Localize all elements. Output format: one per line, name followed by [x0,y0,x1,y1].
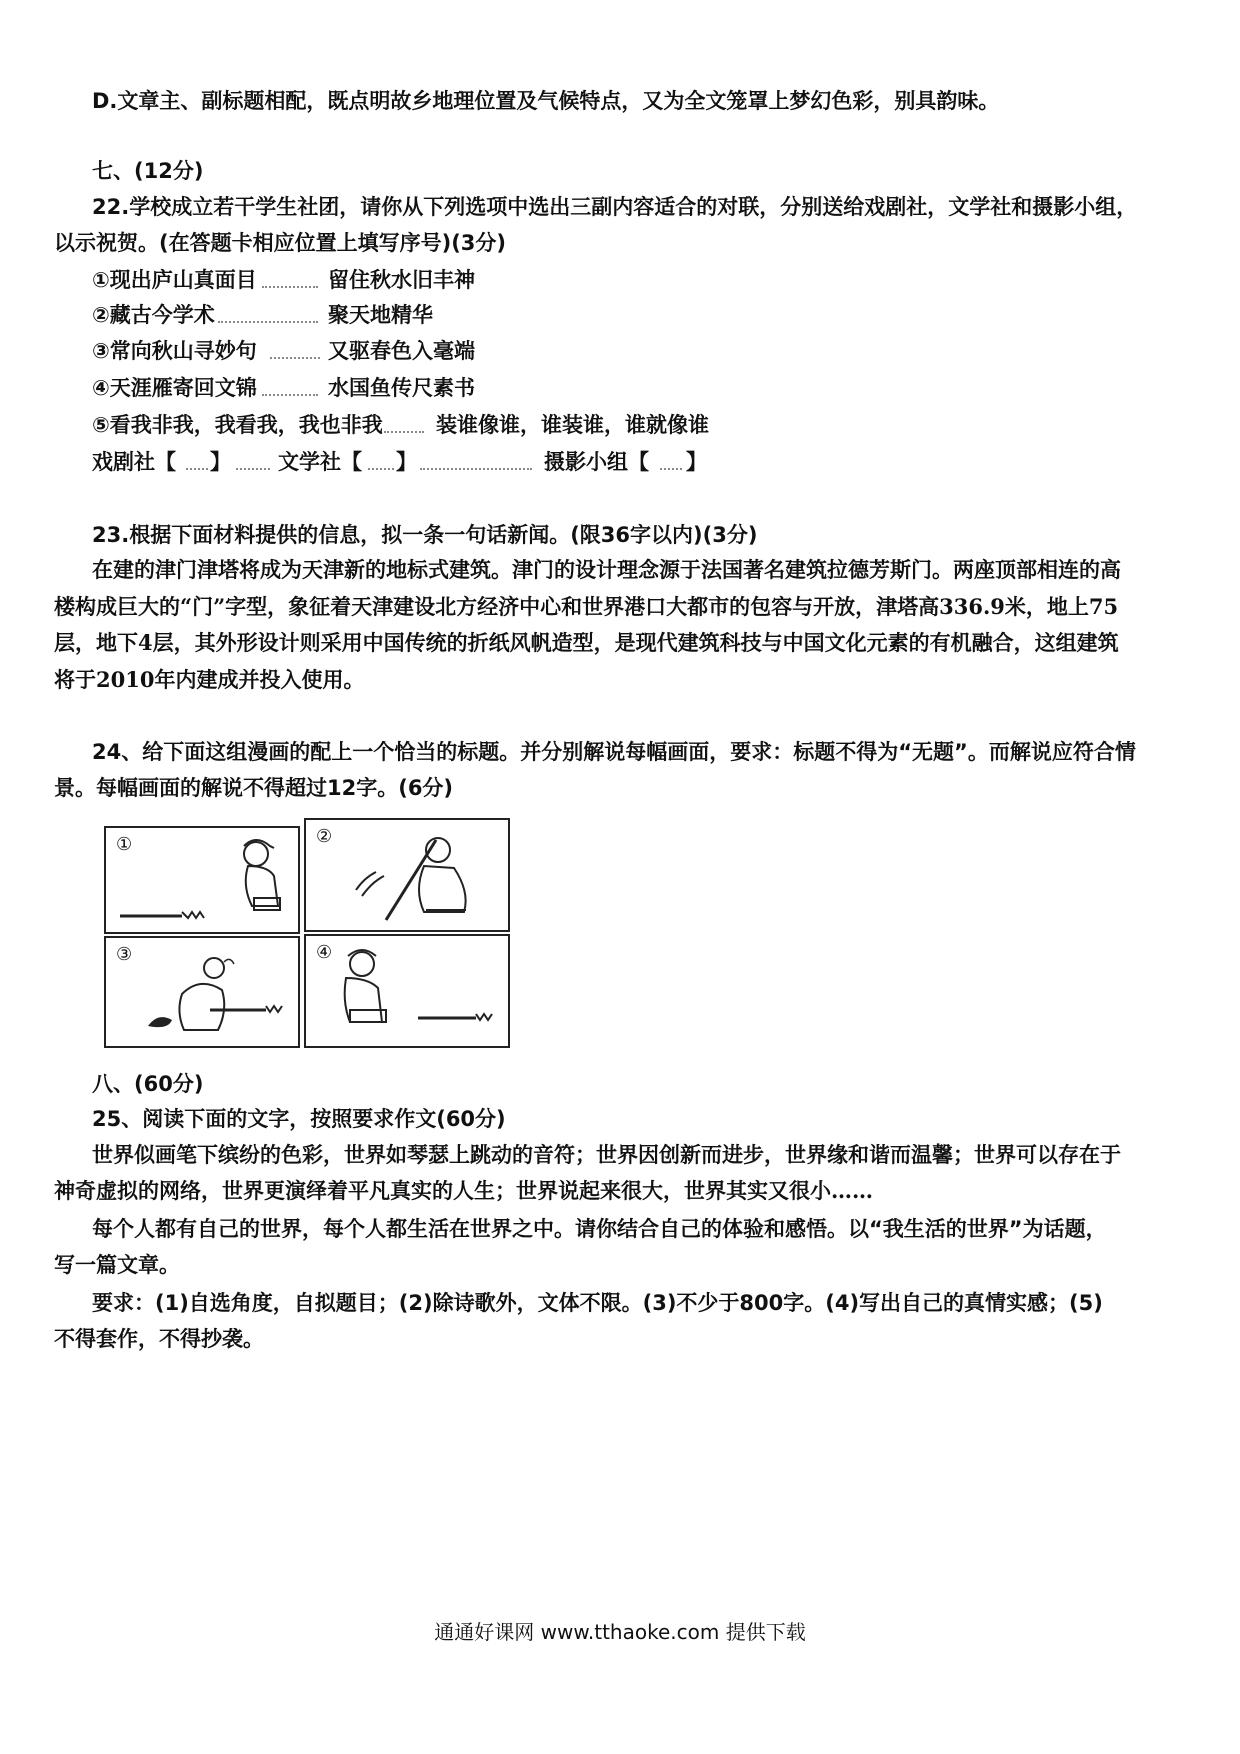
cartoon-panel-4 [304,934,510,1048]
cartoon-drawing [306,936,508,1046]
q23-para-4: 将于2010年内建成并投入使用。 [54,667,365,692]
bracket-close: 】 [686,450,707,474]
panel-number: ③ [116,944,133,965]
couplet-5-left: ⑤看我非我，我看我，我也非我 [92,413,383,437]
q23-title: 23.根据下面材料提供的信息，拟一条一句话新闻。(限36字以内)(3分) [92,523,758,547]
q25-req-1: 要求：(1)自选角度，自拟题目；(2)除诗歌外，文体不限。(3)不少于800字。(4)写出自己的真情实感；(5) [92,1291,1103,1315]
answer-blank-photo[interactable] [660,462,682,470]
panel-number: ④ [316,942,333,963]
answer-blank-drama[interactable] [186,462,208,470]
bracket-close: 】 [396,450,417,474]
answer-lit-label: 文学社【 [278,450,362,474]
couplet-4-left: ④天涯雁寄回文锦 [92,376,257,400]
cartoon-panel-2 [304,818,510,932]
couplet-4-right: 水国鱼传尺素书 [328,376,475,400]
q25-title: 25、阅读下面的文字，按照要求作文(60分) [92,1107,506,1131]
cartoon-drawing [106,828,298,932]
q24-text-1: 24、给下面这组漫画的配上一个恰当的标题。并分别解说每幅画面，要求：标题不得为“无题”。而解说应符合情 [92,740,1136,764]
section-7-heading: 七、(12分) [92,159,204,183]
q23-para-3: 层，地下4层，其外形设计则采用中国传统的折纸风帆造型，是现代建筑科技与中国文化元素的有机融合，这组建筑 [54,630,1119,655]
dot-leader [420,462,532,470]
dot-leader [218,315,318,323]
dot-leader [262,388,318,396]
q22-text-2: 以示祝贺。(在答题卡相应位置上填写序号)(3分) [54,231,507,255]
dot-leader [270,351,320,359]
cartoon-drawing [106,938,298,1046]
section-8-heading: 八、(60分) [92,1072,204,1096]
q25-req-2: 不得套作，不得抄袭。 [54,1327,264,1351]
couplet-2-right: 聚天地精华 [328,303,433,327]
couplet-5-right: 装谁像谁，谁装谁，谁就像谁 [436,413,709,437]
q23-para-2: 楼构成巨大的“门”字型，象征着天津建设北方经济中心和世界港口大都市的包容与开放，津塔高336.9米，地上75 [54,594,1119,619]
answer-drama-label: 戏剧社【 [92,450,176,474]
panel-number: ② [316,826,333,847]
q23-para-1: 在建的津门津塔将成为天津新的地标式建筑。津门的设计理念源于法国著名建筑拉德芳斯门。两座顶部相连的高 [92,557,1121,582]
couplet-2-left: ②藏古今学术 [92,303,215,327]
cartoon-drawing [306,820,508,930]
bracket-close: 】 [210,450,231,474]
answer-blank-lit[interactable] [368,462,394,470]
q24-text-2: 景。每幅画面的解说不得超过12字。(6分) [54,776,454,800]
q25-para-1: 世界似画笔下缤纷的色彩，世界如琴瑟上跳动的音符；世界因创新而进步，世界缘和谐而温馨；世界可以存在于 [92,1142,1121,1167]
dot-leader [384,425,424,433]
q25-prompt-1: 每个人都有自己的世界，每个人都生活在世界之中。请你结合自己的体验和感悟。以“我生活的世界”为话题， [92,1217,1107,1241]
couplet-3-left: ③常向秋山寻妙句 [92,339,257,363]
couplet-1-right: 留住秋水旧丰神 [328,268,475,292]
couplet-1-left: ①现出庐山真面目 [92,268,257,292]
cartoon-panel-3 [104,936,300,1048]
dot-leader [262,280,318,288]
footer-credit: 通通好课网 www.tthaoke.com 提供下载 [434,1620,806,1644]
q22-text-1: 22.学校成立若干学生社团，请你从下列选项中选出三副内容适合的对联，分别送给戏剧社，文学社和摄影小组， [92,195,1138,219]
q25-para-2: 神奇虚拟的网络，世界更演绎着平凡真实的人生；世界说起来很大，世界其实又很小…… [54,1178,873,1203]
answer-photo-label: 摄影小组【 [544,450,649,474]
panel-number: ① [116,834,133,855]
cartoon-panel-1 [104,826,300,934]
dot-leader [236,462,270,470]
q25-prompt-2: 写一篇文章。 [54,1253,180,1277]
couplet-3-right: 又驱春色入毫端 [328,339,475,363]
option-d: D.文章主、副标题相配，既点明故乡地理位置及气候特点，又为全文笼罩上梦幻色彩，别具韵味。 [92,89,1000,113]
